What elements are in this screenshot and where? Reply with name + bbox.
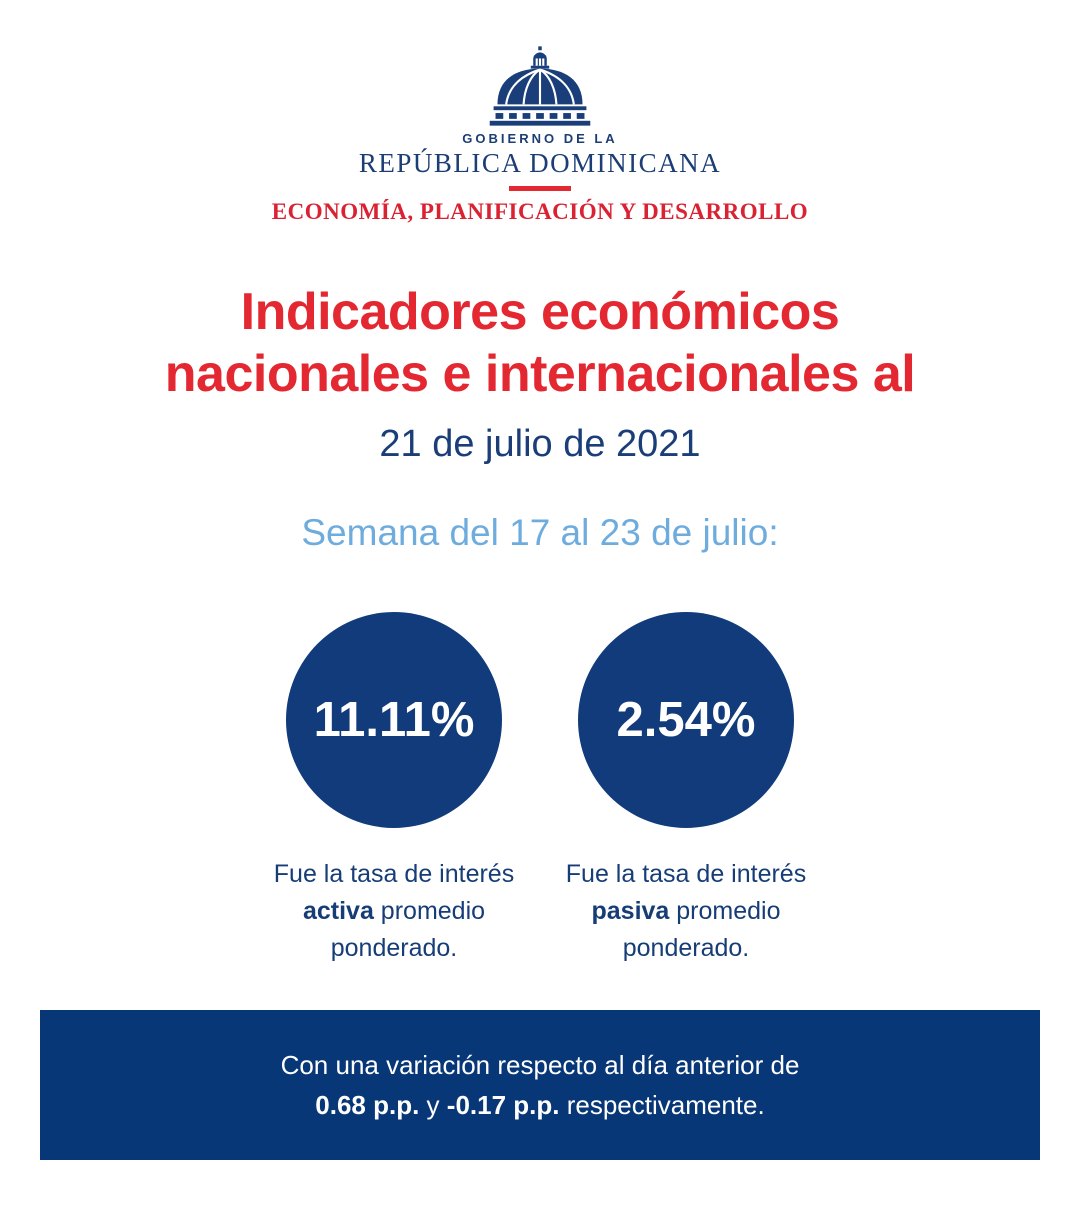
caption-prefix: Fue la tasa de interés bbox=[273, 860, 515, 888]
title-line2: nacionales e internacionales al bbox=[164, 345, 916, 403]
variation-value-active: 0.68 p.p. bbox=[315, 1090, 420, 1120]
variation-banner bbox=[40, 1010, 1040, 1160]
ministry-label: ECONOMÍA, PLANIFICACIÓN Y DESARROLLO bbox=[271, 199, 809, 224]
variation-suffix: respectivamente. bbox=[559, 1090, 765, 1120]
indicator-passive-rate bbox=[540, 612, 832, 967]
gobierno-label: GOBIERNO DE LA bbox=[462, 131, 618, 146]
palace-dome-icon bbox=[0, 46, 1080, 126]
passive-rate-value: 2.54% bbox=[616, 693, 756, 747]
indicators-row bbox=[0, 612, 1080, 967]
caption-suffix: promedio ponderado. bbox=[622, 897, 781, 962]
passive-rate-circle bbox=[578, 612, 794, 828]
variation-value-passive: -0.17 p.p. bbox=[446, 1090, 560, 1120]
caption-suffix: promedio ponderado. bbox=[330, 897, 486, 962]
page-title bbox=[0, 281, 1080, 405]
variation-line2 bbox=[315, 1085, 764, 1125]
active-rate-circle bbox=[286, 612, 502, 828]
variation-line1: Con una variación respecto al día anterior de bbox=[280, 1050, 800, 1080]
red-divider bbox=[509, 186, 571, 191]
caption-bold-word: pasiva bbox=[591, 897, 670, 925]
title-date: 21 de julio de 2021 bbox=[379, 423, 701, 465]
republica-label: REPÚBLICA DOMINICANA bbox=[358, 148, 722, 178]
gov-header bbox=[0, 0, 1080, 225]
indicator-active-rate bbox=[248, 612, 540, 967]
caption-prefix: Fue la tasa de interés bbox=[565, 860, 807, 888]
active-rate-value: 11.11% bbox=[313, 693, 475, 747]
variation-connector: y bbox=[419, 1090, 447, 1120]
title-line1: Indicadores económicos bbox=[240, 283, 840, 341]
passive-rate-caption bbox=[540, 856, 832, 967]
active-rate-caption bbox=[248, 856, 540, 967]
week-label: Semana del 17 al 23 de julio: bbox=[301, 512, 779, 553]
caption-bold-word: activa bbox=[302, 897, 374, 925]
